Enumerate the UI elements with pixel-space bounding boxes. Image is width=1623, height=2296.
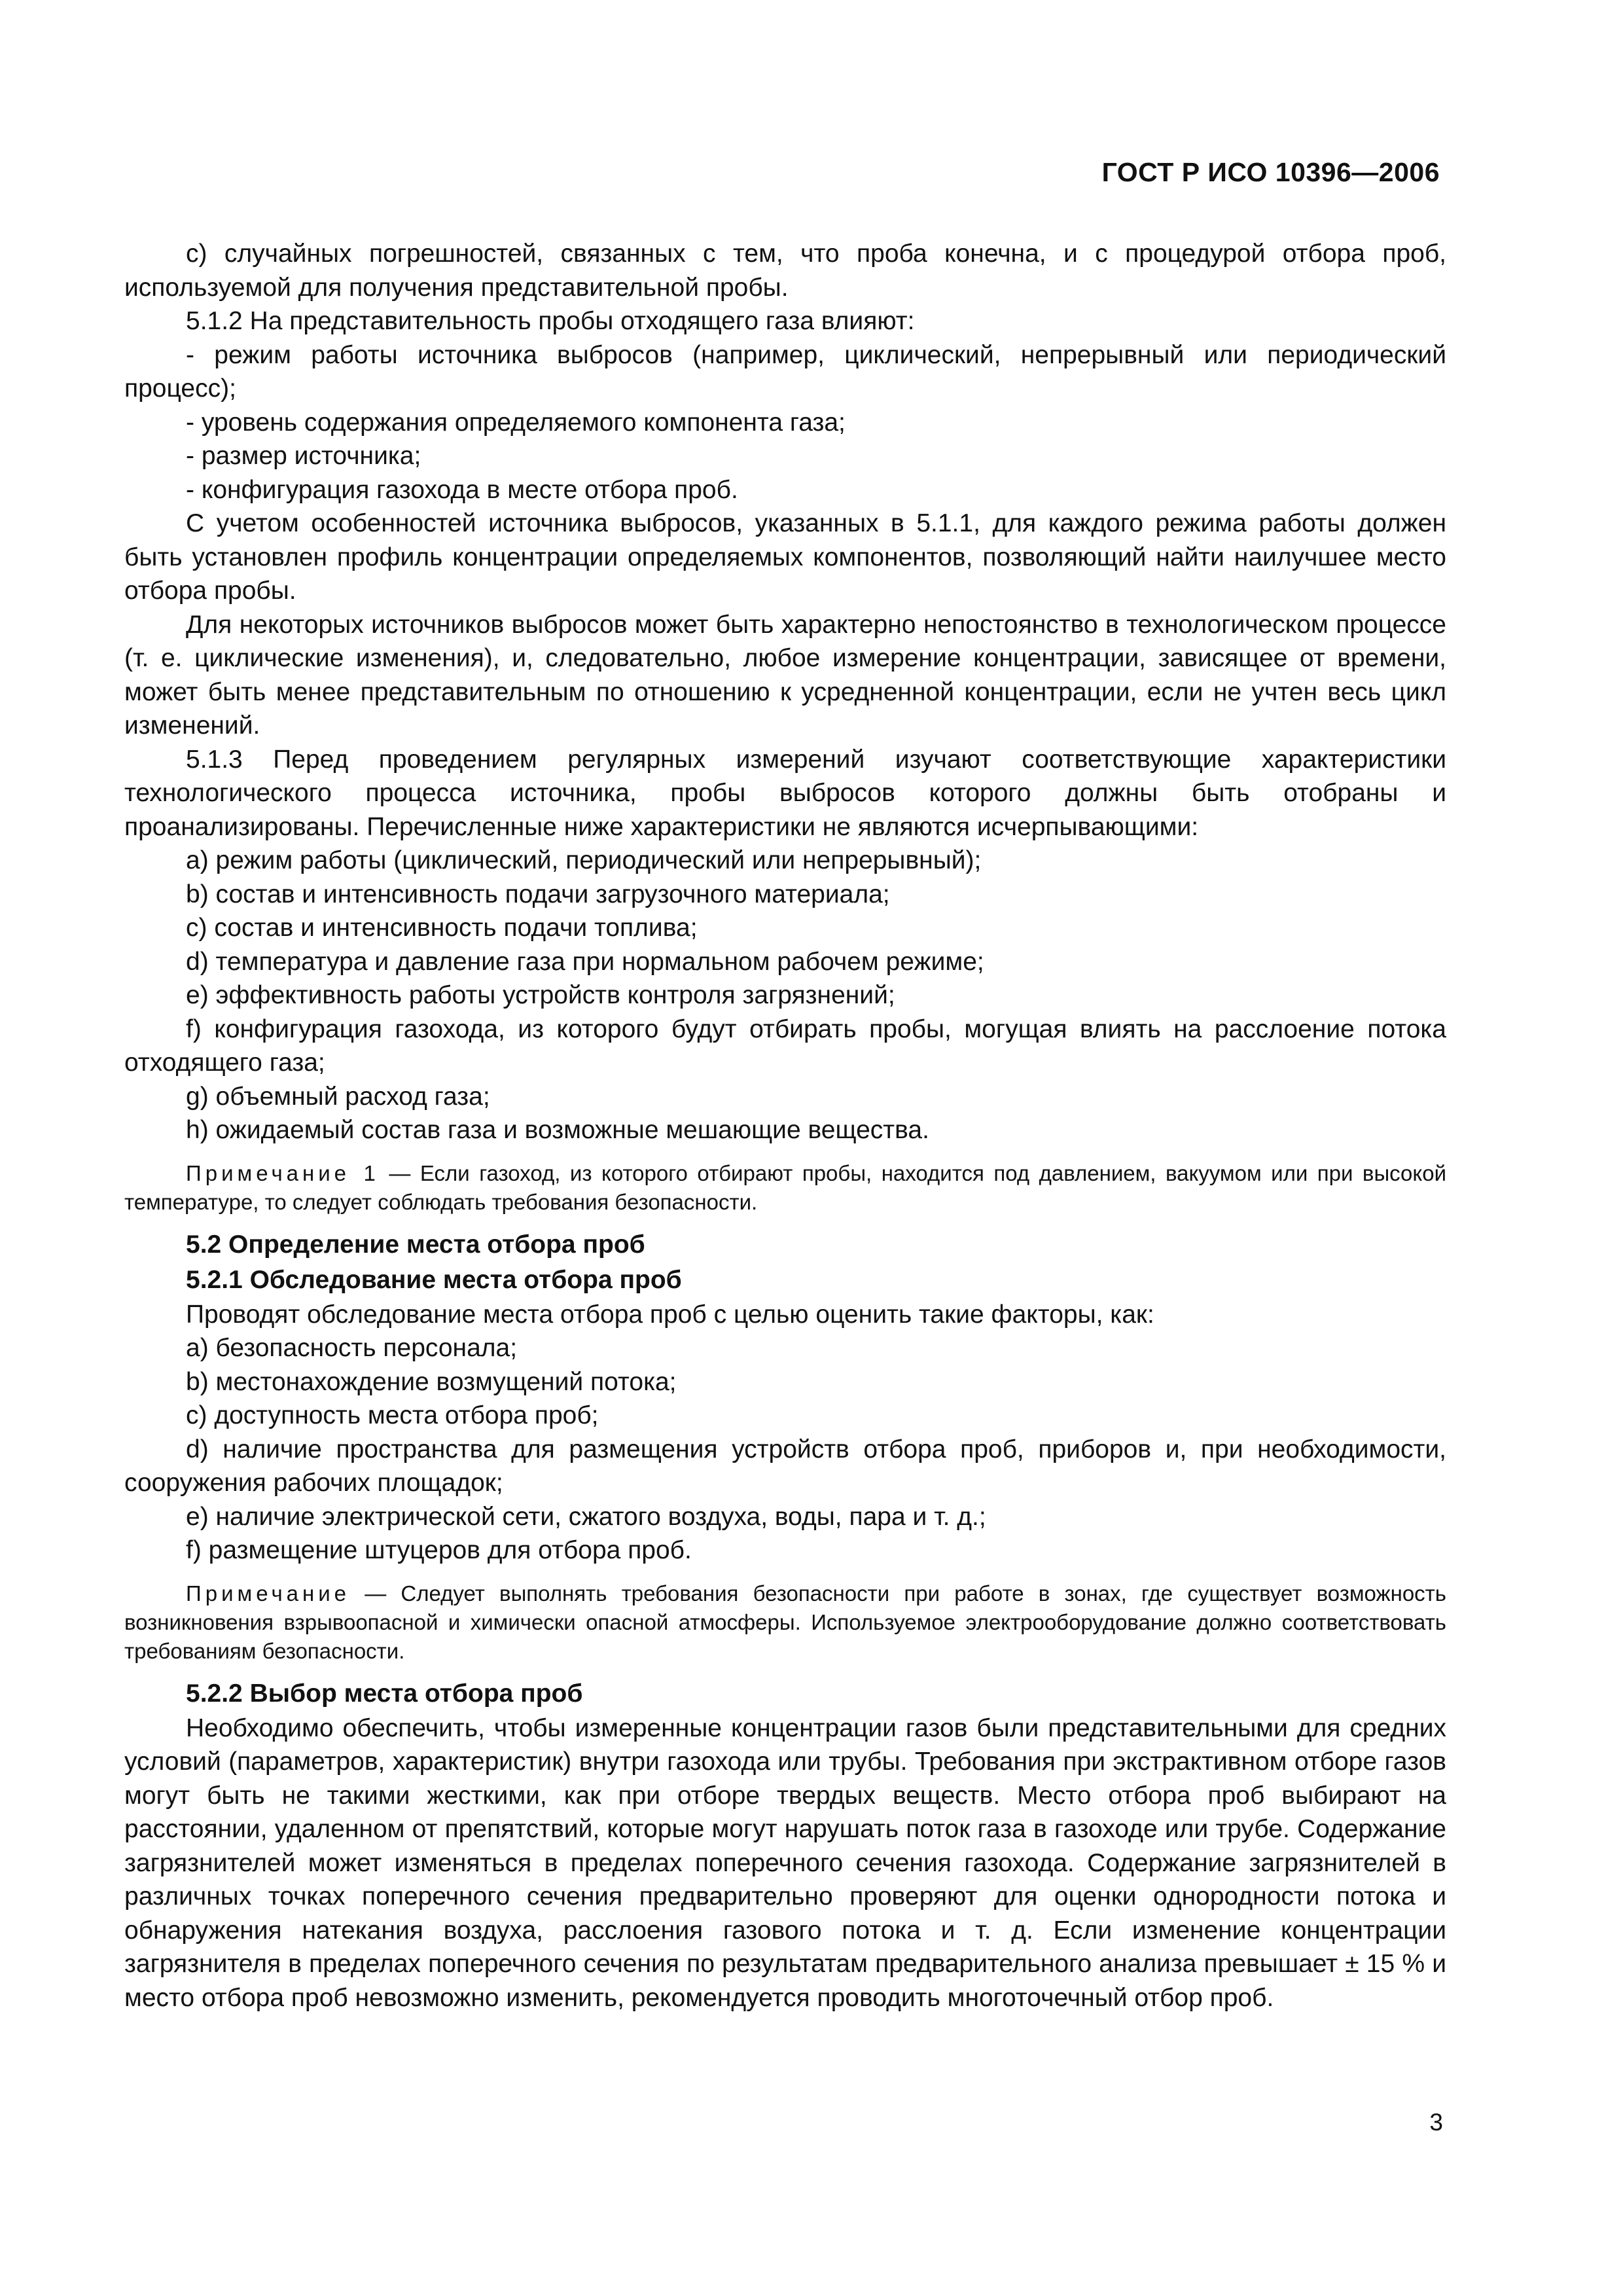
dash-item: - уровень содержания определяемого компонента газа; [186,408,846,437]
paragraph: Для некоторых источников выбросов может быть характерно непостоянство в технологическом процессе (т. е. циклические изменения), и, следовательно, любое измерение концентрации, зависящее от времени, может быть менее представительным по отношению к усредненной концентрации, если не учтен весь цикл изменений. [124,610,1446,740]
paragraph: Необходимо обеспечить, чтобы измеренные концентрации газов были представительными для средних условий (параметров, характеристик) внутри газохода или трубы. Требования при экстрактивном отборе газов могут быть не такими жесткими, как при отборе твердых веществ. Место отбора проб выбирают на расстоянии, удаленном от препятствий, которые могут нарушать поток газа в газоходе или трубе. Содержание загрязнителей может изменяться в пределах поперечного сечения газохода. Содержание загрязнителей в различных точках поперечного сечения предварительно проверяют для оценки однородности потока и обнаружения натекания воздуха, расслоения газового потока и т. д. Если изменение концентрации загрязнителя в пределах поперечного сечения по результатам предварительного анализа превышает ± 15 % и место отбора проб невозможно изменить, рекомендуется проводить многоточечный отбор проб. [124,1713,1446,2012]
document-body [124,237,1446,2015]
list-item: h) ожидаемый состав газа и возможные мешающие вещества. [186,1116,929,1144]
list-item: g) объемный расход газа; [186,1082,490,1111]
clause-5-1-2: 5.1.2 На представительность пробы отходящего газа влияют: [186,307,915,335]
note-1 [124,1159,1446,1217]
list-item: b) состав и интенсивность подачи загрузочного материала; [186,880,890,908]
dash-item: - размер источника; [186,442,421,470]
list-item: e) эффективность работы устройств контроля загрязнений; [186,981,895,1009]
paragraph: Проводят обследование места отбора проб с целью оценить такие факторы, как: [186,1300,1154,1329]
clause-5-1-3: 5.1.3 Перед проведением регулярных измерений изучают соответствующие характеристики технологического процесса источника, пробы выбросов которого должны быть отобраны и проанализированы. Перечисленные ниже характеристики не являются исчерпывающими: [124,745,1446,841]
note-text: — Если газоход, из которого отбирают пробы, находится под давлением, вакуумом или при высокой температуре, то следует соблюдать требования безопасности. [124,1160,1447,1214]
list-item: f) конфигурация газохода, из которого будут отбирать пробы, могущая влиять на расслоение потока отходящего газа; [124,1014,1446,1077]
paragraph: С учетом особенностей источника выбросов, указанных в 5.1.1, для каждого режима работы должен быть установлен профиль концентрации определяемых компонентов, позволяющий найти наилучшее место отбора пробы. [124,509,1446,605]
list-item: c) состав и интенсивность подачи топлива; [186,914,698,942]
section-5-2-heading: 5.2 Определение места отбора проб [186,1230,645,1259]
list-item: b) местонахождение возмущений потока; [186,1367,677,1396]
list-item: c) доступность места отбора проб; [186,1401,599,1429]
list-item: d) наличие пространства для размещения устройств отбора проб, приборов и, при необходимости, сооружения рабочих площадок; [124,1435,1446,1497]
page-number: 3 [1429,2109,1443,2136]
list-item: f) размещение штуцеров для отбора проб. [186,1536,692,1564]
dash-item: - конфигурация газохода в месте отбора проб. [186,475,738,504]
dash-item: - режим работы источника выбросов (например, циклический, непрерывный или периодический процесс); [124,340,1446,403]
section-5-2-2-heading: 5.2.2 Выбор места отбора проб [186,1679,583,1708]
paragraph-c: c) случайных погрешностей, связанных с тем, что проба конечна, и с процедурой отбора проб, используемой для получения представительной пробы. [124,240,1446,302]
list-item: e) наличие электрической сети, сжатого воздуха, воды, пара и т. д.; [186,1502,986,1531]
note-label: Примечание 1 [186,1160,380,1185]
note-2 [124,1579,1446,1666]
list-item: a) режим работы (циклический, периодический или непрерывный); [186,846,982,874]
document-header: ГОСТ Р ИСО 10396—2006 [1101,157,1440,187]
note-text: — Следует выполнять требования безопасности при работе в зонах, где существует возможность возникновения взрывоопасной и химически опасной атмосферы. Используемое электрооборудование должно соответствовать требованиям безопасности. [124,1581,1446,1663]
section-5-2-1-heading: 5.2.1 Обследование места отбора проб [186,1265,682,1294]
list-item: a) безопасность персонала; [186,1334,518,1362]
note-label: Примечание [186,1581,351,1605]
list-item: d) температура и давление газа при нормальном рабочем режиме; [186,947,984,976]
